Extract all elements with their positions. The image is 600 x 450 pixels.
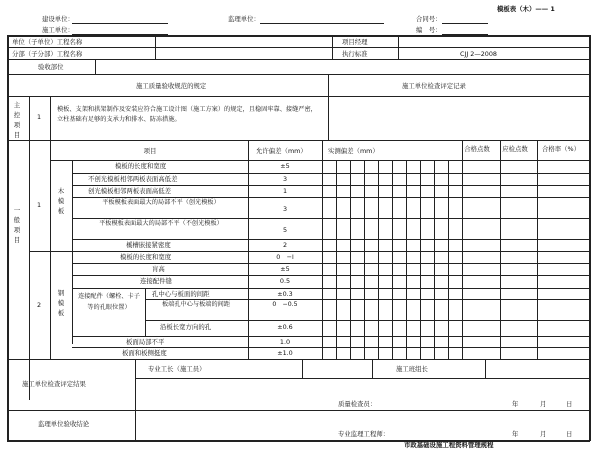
bottom-note: 市政基础设施工程资料管理规程 bbox=[404, 441, 494, 449]
table-row: 板面和板侧挺度 bbox=[122, 349, 167, 357]
contract-no-field[interactable] bbox=[442, 23, 488, 24]
allowed-value: 0 −0.5 bbox=[272, 301, 298, 308]
project-manager-label: 项目经理 bbox=[342, 38, 368, 46]
main-control-no: 1 bbox=[37, 113, 42, 121]
supervision-unit-field[interactable] bbox=[260, 23, 384, 24]
supervisor-label: 监理单位验收结论 bbox=[38, 420, 90, 428]
allowed-value: 0.5 bbox=[279, 277, 291, 285]
table-row: 模板的长度和宽度 bbox=[120, 253, 172, 261]
group1-name: 木模板 bbox=[57, 187, 65, 215]
group2-no: 2 bbox=[37, 301, 42, 309]
construction-unit-field[interactable] bbox=[72, 23, 168, 24]
table-row: 孔中心与板面的间距 bbox=[152, 290, 210, 298]
bolt-label: 连接配件（螺栓、卡子等的孔眼位置） bbox=[78, 293, 140, 311]
allowed-value: 1.0 bbox=[279, 338, 291, 346]
divider bbox=[7, 74, 590, 75]
allowed-value: 5 bbox=[282, 226, 288, 234]
divider bbox=[350, 160, 351, 360]
year-label: 年 bbox=[512, 400, 519, 408]
table-row: 沿板长宽方向的孔 bbox=[160, 323, 212, 331]
allowed-value: 0 −l bbox=[276, 253, 294, 261]
divider bbox=[398, 35, 399, 59]
divider bbox=[392, 160, 393, 360]
divider bbox=[72, 239, 590, 240]
divider bbox=[72, 347, 590, 348]
divider bbox=[50, 96, 51, 360]
divider bbox=[155, 35, 156, 59]
right-section-title: 施工单位检查评定记录 bbox=[402, 82, 466, 90]
divider bbox=[328, 74, 329, 96]
col-allowed: 允许偏差（mm） bbox=[256, 147, 307, 155]
col-total-points: 应检点数 bbox=[502, 145, 528, 153]
divider bbox=[302, 359, 303, 378]
general-label: 一般项目 bbox=[13, 206, 21, 244]
divider bbox=[72, 336, 590, 337]
divider bbox=[406, 160, 407, 360]
divider bbox=[485, 359, 486, 378]
divider bbox=[7, 47, 590, 48]
team-leader-label: 施工班组长 bbox=[396, 365, 428, 373]
table-row: 连接配件缝 bbox=[140, 277, 172, 285]
table-row: 肓高 bbox=[152, 265, 165, 273]
allowed-value: ±1.0 bbox=[277, 349, 293, 357]
col-item: 项目 bbox=[143, 147, 157, 155]
divider bbox=[7, 410, 590, 411]
divider bbox=[145, 320, 590, 321]
main-control-text: 模板、支架和拱架制作及安装应符合施工设计图（施工方案）的规定，且稳固牢靠、接缝严密，立柱基础有足够的支承力和排水、防冻措施。 bbox=[57, 106, 317, 123]
construction-unit-label: 建设单位： bbox=[42, 15, 74, 23]
day-label-2: 日 bbox=[566, 430, 573, 438]
quality-inspector-label: 质量检查员： bbox=[338, 400, 377, 408]
foreman-label: 专业工长（施工员） bbox=[148, 365, 206, 373]
main-control-label: 主控项目 bbox=[13, 101, 21, 139]
table-row: 模板的长度和宽度 bbox=[115, 162, 167, 170]
supervision-unit-label: 监理单位： bbox=[228, 15, 260, 23]
divider bbox=[72, 288, 590, 289]
left-section-title: 施工质量验收规范的规定 bbox=[136, 82, 207, 90]
divider bbox=[448, 160, 449, 360]
divider bbox=[364, 160, 365, 360]
allowed-value: ±5 bbox=[280, 162, 290, 170]
col-measured: 实测偏差（mm） bbox=[328, 147, 379, 155]
table-row: 创光模板相邻两板表面高低差 bbox=[88, 187, 172, 195]
divider bbox=[332, 35, 333, 59]
form-code: 模板表（木）—— 1 bbox=[497, 5, 555, 13]
allowed-value: 3 bbox=[282, 205, 288, 213]
allowed-value: 2 bbox=[282, 241, 288, 249]
divider bbox=[336, 160, 337, 360]
unit-project-label: 单位（子单位）工程名称 bbox=[12, 38, 83, 46]
divider bbox=[72, 173, 590, 174]
builder-unit-label: 施工单位： bbox=[42, 26, 74, 34]
allowed-value: 3 bbox=[282, 175, 288, 183]
divider bbox=[72, 275, 590, 276]
group2-name: 钢模板 bbox=[57, 289, 65, 317]
year-label-2: 年 bbox=[512, 430, 519, 438]
acceptance-part-label: 验收部位 bbox=[38, 63, 64, 71]
table-row: 板面局部不平 bbox=[126, 338, 165, 346]
divider bbox=[72, 160, 73, 344]
table-top-border bbox=[7, 35, 590, 37]
divider bbox=[135, 359, 136, 440]
table-row: 平板模板表面最大的局部不平（不创光模板） bbox=[99, 220, 223, 227]
allowed-value: ±5 bbox=[280, 265, 290, 273]
supervising-engineer-label: 专业监理工程师： bbox=[338, 430, 390, 438]
divider bbox=[7, 359, 590, 360]
standard-value: CJJ 2—2008 bbox=[460, 50, 497, 58]
allowed-value: 1 bbox=[282, 187, 288, 195]
divider bbox=[72, 185, 590, 186]
allowed-value: ±0.6 bbox=[277, 323, 293, 331]
divider bbox=[95, 59, 96, 74]
number-label: 编 号： bbox=[416, 26, 442, 34]
table-row: 不创光模板相邻两板表面高低差 bbox=[88, 175, 178, 183]
divider bbox=[135, 378, 590, 379]
allowed-value: ±0.3 bbox=[277, 290, 293, 298]
sub-project-label: 分部（子分部）工程名称 bbox=[12, 50, 83, 58]
month-label: 月 bbox=[540, 400, 547, 408]
divider bbox=[328, 96, 329, 140]
group1-no: 1 bbox=[37, 201, 42, 209]
divider bbox=[50, 160, 590, 161]
col-pass-rate: 合格率（%） bbox=[541, 145, 581, 153]
table-bottom-border bbox=[7, 440, 590, 442]
divider bbox=[372, 359, 373, 378]
table-row: 平板模板表面最大的局部不平（创光模板） bbox=[102, 199, 220, 206]
standard-label: 执行标准 bbox=[342, 50, 368, 58]
divider bbox=[145, 288, 146, 336]
table-row: 榽槽嵌接紧密度 bbox=[126, 241, 171, 249]
contract-no-label: 合同号： bbox=[416, 15, 442, 23]
divider bbox=[29, 96, 30, 400]
divider bbox=[420, 160, 421, 360]
divider bbox=[434, 160, 435, 360]
divider bbox=[72, 263, 590, 264]
table-row: 板端孔中心与板端的间距 bbox=[161, 301, 231, 308]
divider bbox=[29, 251, 590, 252]
divider bbox=[7, 140, 590, 141]
month-label-2: 月 bbox=[540, 430, 547, 438]
day-label: 日 bbox=[566, 400, 573, 408]
builder-eval-label: 施工单位检查评定结果 bbox=[22, 380, 86, 388]
col-pass-points: 合格点数 bbox=[464, 145, 490, 153]
divider bbox=[7, 96, 590, 97]
divider bbox=[378, 160, 379, 360]
